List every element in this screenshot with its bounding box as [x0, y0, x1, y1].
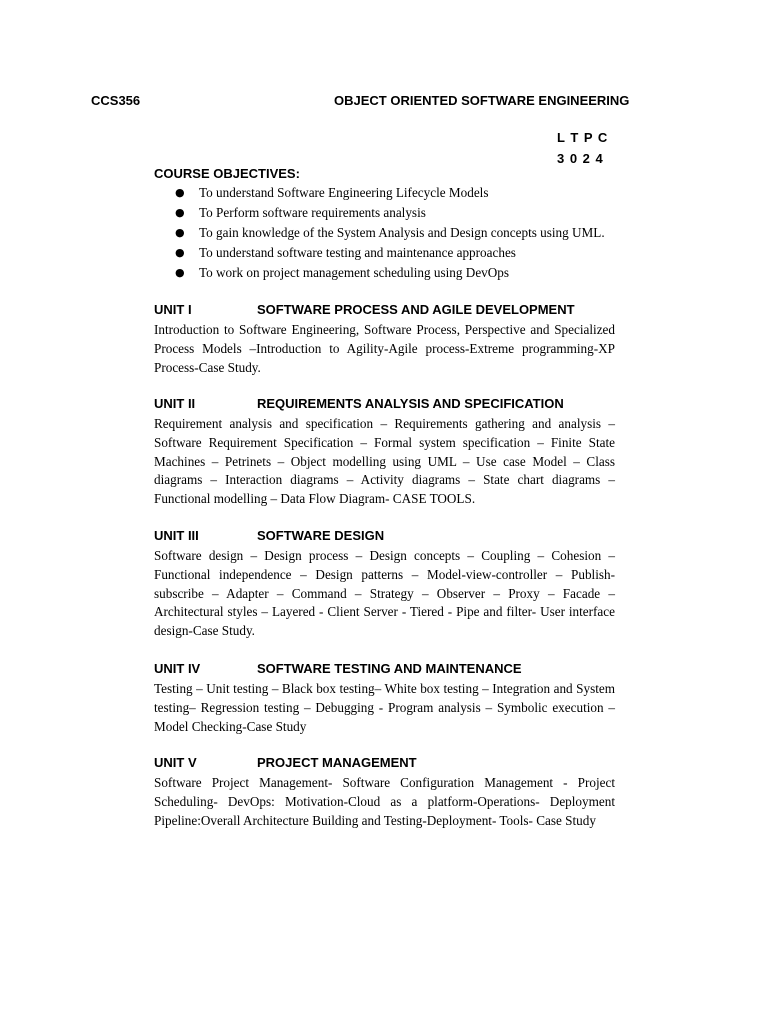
unit-section-2 — [154, 396, 615, 509]
unit-section-1 — [154, 302, 615, 377]
unit-number: UNIT III — [154, 528, 199, 543]
objective-item: ● To work on project management scheduling using DevOps — [154, 263, 634, 283]
bullet-icon: ● — [175, 246, 185, 259]
ltpc-values: 3 0 2 4 — [557, 151, 604, 166]
unit-heading — [154, 661, 615, 679]
unit-title: SOFTWARE TESTING AND MAINTENANCE — [257, 661, 522, 676]
objective-item: ● To Perform software requirements analysis — [154, 203, 634, 223]
unit-section-5 — [154, 755, 615, 830]
unit-title: SOFTWARE DESIGN — [257, 528, 385, 543]
unit-heading — [154, 302, 615, 320]
unit-section-4 — [154, 661, 615, 736]
unit-title: PROJECT MANAGEMENT — [257, 755, 417, 770]
bullet-icon: ● — [175, 266, 185, 279]
objective-item: ● To gain knowledge of the System Analysis and Design concepts using UML. — [154, 223, 634, 243]
unit-number: UNIT II — [154, 396, 196, 411]
bullet-icon: ● — [175, 226, 185, 239]
unit-heading — [154, 396, 615, 414]
unit-heading — [154, 528, 615, 546]
unit-content: Introduction to Software Engineering, Software Process, Perspective and Specialized Process Models –Introduction to Agility-Agile process-Extreme programming-XP Process-Case Study. — [154, 322, 615, 375]
course-code: CCS356 — [91, 93, 141, 108]
unit-number: UNIT I — [154, 302, 192, 317]
unit-content: Requirement analysis and specification – Requirements gathering and analysis – Software Requirement Specification – Formal system specification – Finite State Machines – Petrinets – Object modelling using UML – Use case Model – Class diagrams – Interaction diagrams – Activity diagrams – State chart diagrams – Functional modelling – Data Flow Diagram- CASE TOOLS. — [154, 416, 615, 507]
unit-title: SOFTWARE PROCESS AND AGILE DEVELOPMENT — [257, 302, 575, 317]
unit-section-3 — [154, 528, 615, 641]
objective-item: ● To understand Software Engineering Lifecycle Models — [154, 183, 634, 203]
unit-number: UNIT V — [154, 755, 197, 770]
unit-number: UNIT IV — [154, 661, 201, 676]
ltpc-labels: L T P C — [557, 130, 609, 145]
objectives-list — [154, 183, 634, 283]
objectives-heading: COURSE OBJECTIVES: — [154, 166, 300, 181]
objective-item: ● To understand software testing and maintenance approaches — [154, 243, 634, 263]
unit-title: REQUIREMENTS ANALYSIS AND SPECIFICATION — [257, 396, 564, 411]
bullet-icon: ● — [175, 206, 185, 219]
unit-heading — [154, 755, 615, 773]
unit-content: Software design – Design process – Design concepts – Coupling – Cohesion – Functional independence – Design patterns – Model-view-controller – Publish-subscribe – Adapter – Command – Strategy – Observer – Proxy – Facade – Architectural styles – Layered - Client Server - Tiered - Pipe and filter- User interface design-Case Study. — [154, 548, 615, 639]
bullet-icon: ● — [175, 186, 185, 199]
credit-structure — [557, 127, 608, 169]
unit-content: Testing – Unit testing – Black box testing– White box testing – Integration and System testing– Regression testing – Debugging - Program analysis – Symbolic execution – Model Checking-Case Study — [154, 681, 615, 734]
unit-content: Software Project Management- Software Configuration Management - Project Scheduling- DevOps: Motivation-Cloud as a platform-Operations- Deployment Pipeline:Overall Architecture Building and Testing-Deployment- Tools- Case Study — [154, 775, 615, 828]
course-title: OBJECT ORIENTED SOFTWARE ENGINEERING — [334, 93, 630, 108]
